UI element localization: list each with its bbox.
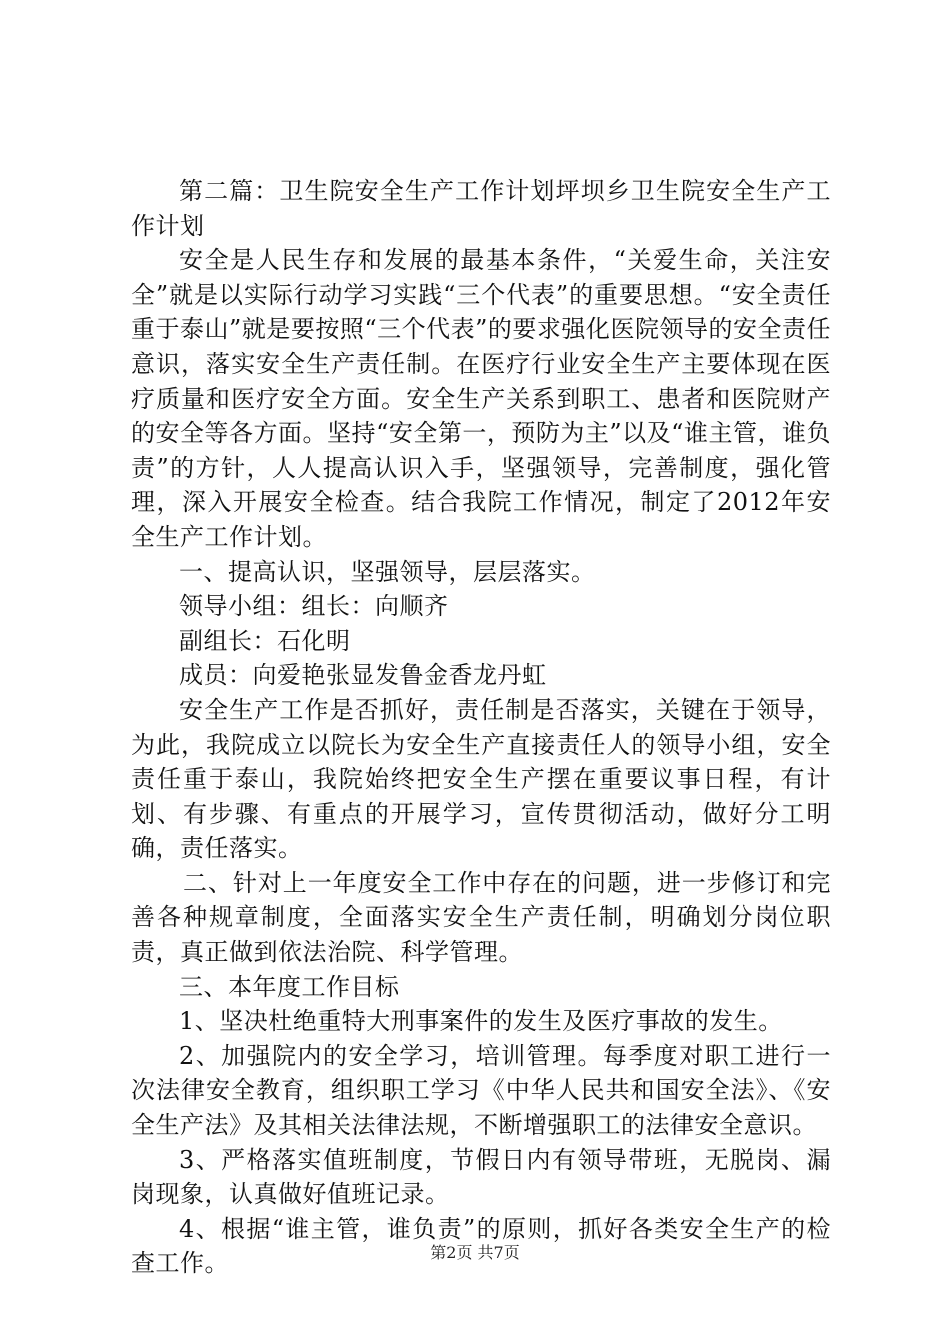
heading-item-1: 一、提高认识，坚强领导，层层落实。 — [179, 557, 596, 586]
leader-group-line: 领导小组：组长：向顺齐 — [179, 592, 449, 621]
page-footer — [0, 1243, 950, 1263]
goal-item-2: 2、加强院内的安全学习，培训管理。每季度对职工进行一次法律安全教育，组织职工学习《中华人民共和国安全法》、《安全生产法》及其相关法律法规，不断增强职工的法律安全意识。 — [131, 1041, 831, 1140]
goal-item-1: 1、坚决杜绝重特大刑事案件的发生及医疗事故的发生。 — [179, 1007, 783, 1036]
goal-item-3: 3、严格落实值班制度，节假日内有领导带班，无脱岗、漏岗现象，认真做好值班记录。 — [131, 1145, 831, 1209]
paragraph-intro: 安全是人民生存和发展的最基本条件，“关爱生命，关注安全”就是以实际行动学习实践“三个代表”的重要思想。“安全责任重于泰山”就是要按照“三个代表”的要求强化医院领导的安全责任意识，落实安全生产责任制。在医疗行业安全生产主要体现在医疗质量和医疗安全方面。安全生产关系到职工、患者和医院财产的安全等各方面。坚持“安全第一，预防为主”以及“谁主管，谁负责”的方针，人人提高认识入手，坚强领导，完善制度，强化管理，深入开展安全检查。结合我院工作情况，制定了2012年安全生产工作计划。 — [131, 246, 831, 551]
document-body — [131, 174, 831, 1281]
page-number-label: 第2页 共7页 — [430, 1243, 520, 1262]
members-line: 成员：向爱艳张显发鲁金香龙丹虹 — [179, 661, 547, 690]
goal-item-4: 4、根据“谁主管，谁负责”的原则，抓好各类安全生产的检查工作。 — [131, 1214, 831, 1278]
section-heading: 第二篇：卫生院安全生产工作计划坪坝乡卫生院安全生产工作计划 — [131, 177, 831, 240]
heading-item-2: 二、针对上一年度安全工作中存在的问题，进一步修订和完善各种规章制度，全面落实安全生产责任制，明确划分岗位职责，真正做到依法治院、科学管理。 — [131, 868, 831, 967]
paragraph-responsibility: 安全生产工作是否抓好，责任制是否落实，关键在于领导，为此，我院成立以院长为安全生产直接责任人的领导小组，安全责任重于泰山，我院始终把安全生产摆在重要议事日程，有计划、有步骤、有重点的开展学习，宣传贯彻活动，做好分工明确，责任落实。 — [131, 695, 831, 863]
heading-item-3: 三、本年度工作目标 — [179, 972, 400, 1001]
deputy-leader-line: 副组长：石化明 — [179, 626, 351, 655]
